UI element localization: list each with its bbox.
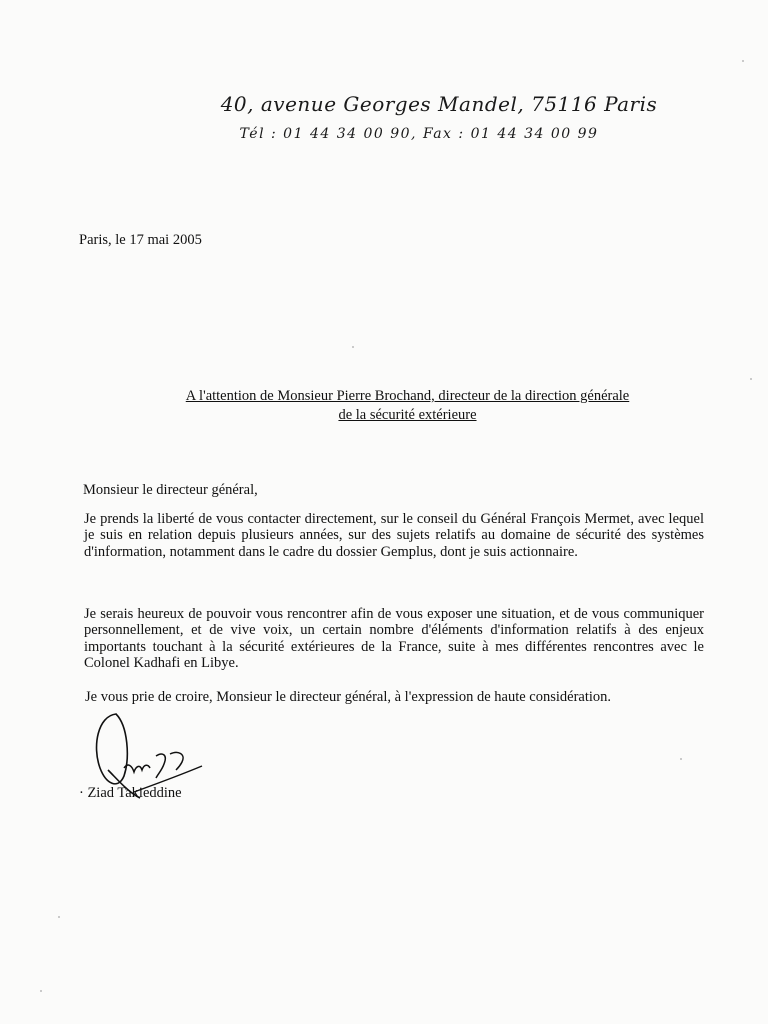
- scan-speck: [40, 990, 42, 992]
- body-paragraph-1: Je prends la liberté de vous contacter directement, sur le conseil du Général François Mermet, avec lequel je suis en relation depuis plusieurs années, sur des sujets relatifs au domaine de sécurité des systèmes d'information, notamment dans le cadre du dossier Gemplus, dont je suis actionnaire.: [84, 511, 704, 560]
- letter-date: Paris, le 17 mai 2005: [79, 232, 202, 248]
- body-paragraph-2: Je serais heureux de pouvoir vous rencontrer afin de vous exposer une situation, et de vous communiquer personnellement, et de vive voix, un certain nombre d'éléments d'information relatifs à des enjeux importants touchant à la sécurité extérieures de la France, suite à mes différentes rencontres avec le Colonel Kadhafi en Libye.: [84, 606, 704, 672]
- scan-speck: [352, 346, 354, 348]
- salutation: Monsieur le directeur général,: [83, 482, 258, 498]
- attention-line-2: de la sécurité extérieure: [338, 407, 477, 423]
- closing-line: Je vous prie de croire, Monsieur le directeur général, à l'expression de haute considération.: [85, 689, 612, 705]
- letterhead-phone-fax: Tél : 01 44 34 00 90, Fax : 01 44 34 00 99: [239, 126, 599, 142]
- letterhead-address: 40, avenue Georges Mandel, 75116 Paris: [220, 92, 658, 116]
- signer-name: · Ziad Takieddine: [79, 785, 182, 801]
- scan-speck: [742, 60, 744, 62]
- scan-speck: [680, 758, 682, 760]
- attention-line-1: A l'attention de Monsieur Pierre Brochand, directeur de la direction générale: [185, 388, 630, 404]
- scan-speck: [58, 916, 60, 918]
- scan-speck: [750, 378, 752, 380]
